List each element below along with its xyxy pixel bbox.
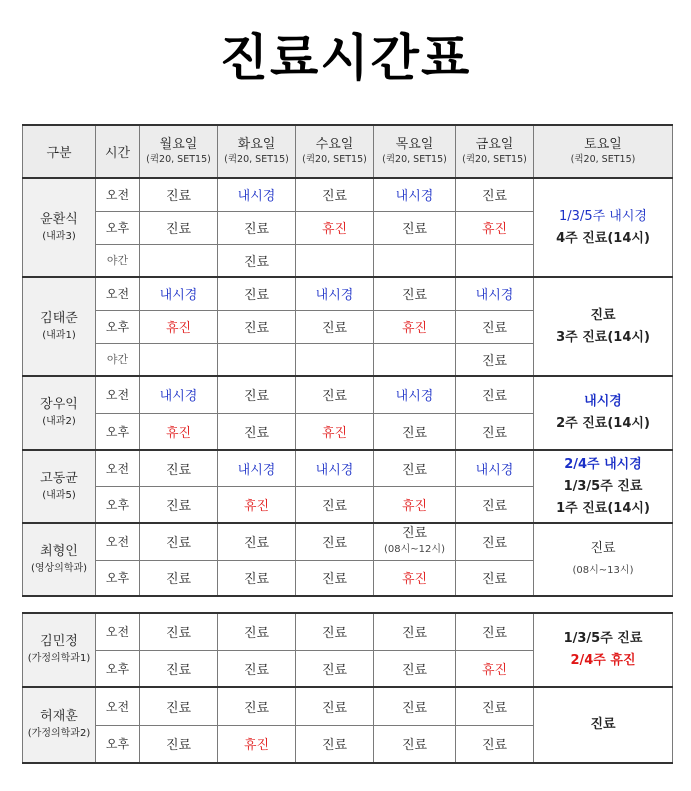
schedule-cell: 진료 [456,523,534,560]
schedule-cell: 진료 [296,725,374,763]
schedule-cell: 휴진 [140,310,218,343]
schedule-cell: 휴진 [374,560,456,596]
schedule-cell: 진료 [296,486,374,523]
page-title: 진료시간표 [219,29,472,87]
header-mon: 월요일 (퀵20, SET15) [140,125,218,178]
schedule-cell: 내시경 [456,450,534,486]
schedule-cell: 휴진 [218,725,296,763]
table-row [23,178,673,211]
schedule-cell: 진료 [218,211,296,244]
schedule-cell: 진료 [374,277,456,310]
schedule-cell: 진료 [140,560,218,596]
shift-label: 야간 [96,244,140,277]
saturday-cell: 진료 (08시~13시) [534,523,673,596]
table-row [23,687,673,725]
schedule-cell: 진료 [140,613,218,650]
schedule-cell [296,343,374,376]
schedule-cell [374,244,456,277]
header-sat: 토요일 (퀵20, SET15) [534,125,673,178]
schedule-cell [218,343,296,376]
header-thu: 목요일 (퀵20, SET15) [374,125,456,178]
saturday-cell: 진료 [534,687,673,763]
header-wed: 수요일 (퀵20, SET15) [296,125,374,178]
schedule-cell: 진료 [374,613,456,650]
schedule-cell: 진료 [140,725,218,763]
schedule-cell: 진료 [218,613,296,650]
shift-label: 오전 [96,178,140,211]
schedule-cell: 휴진 [374,310,456,343]
schedule-cell: 진료 [218,277,296,310]
doctor-cell: 허재훈 (가정의학과2) [23,687,96,763]
schedule-cell: 진료 [218,523,296,560]
schedule-cell: 진료 [140,178,218,211]
schedule-cell: 진료 [456,343,534,376]
schedule-cell: 진료 (08시~12시) [374,523,456,560]
shift-label: 오후 [96,310,140,343]
saturday-cell: 진료 3주 진료(14시) [534,277,673,376]
schedule-cell: 휴진 [374,486,456,523]
schedule-cell: 진료 [456,560,534,596]
schedule-cell: 진료 [296,178,374,211]
schedule-cell: 진료 [456,687,534,725]
shift-label: 오전 [96,613,140,650]
shift-label: 오후 [96,211,140,244]
schedule-cell: 내시경 [456,277,534,310]
header-time: 시간 [96,125,140,178]
schedule-cell: 진료 [456,613,534,650]
schedule-cell: 휴진 [140,413,218,450]
schedule-cell: 내시경 [218,450,296,486]
table-row [23,613,673,650]
header-fri: 금요일 (퀵20, SET15) [456,125,534,178]
shift-label: 오후 [96,725,140,763]
schedule-table [22,124,673,764]
doctor-cell: 김태준 (내과1) [23,277,96,376]
schedule-cell: 진료 [374,450,456,486]
schedule-cell: 진료 [218,687,296,725]
shift-label: 오전 [96,523,140,560]
schedule-cell: 진료 [296,376,374,413]
schedule-cell: 진료 [296,687,374,725]
schedule-cell: 진료 [296,613,374,650]
schedule-cell: 진료 [374,211,456,244]
schedule-cell: 휴진 [296,413,374,450]
shift-label: 오전 [96,277,140,310]
schedule-cell: 진료 [374,687,456,725]
schedule-cell [140,343,218,376]
section-divider [23,596,673,613]
schedule-cell: 진료 [218,560,296,596]
schedule-cell: 진료 [218,413,296,450]
schedule-cell: 진료 [374,725,456,763]
shift-label: 오후 [96,486,140,523]
schedule-cell: 진료 [296,650,374,687]
saturday-cell: 2/4주 내시경 1/3/5주 진료 1주 진료(14시) [534,450,673,523]
shift-label: 야간 [96,343,140,376]
schedule-cell: 진료 [296,523,374,560]
schedule-cell [374,343,456,376]
schedule-cell: 내시경 [374,178,456,211]
schedule-cell: 진료 [140,687,218,725]
schedule-cell: 진료 [456,413,534,450]
table-row [23,376,673,413]
shift-label: 오후 [96,413,140,450]
shift-label: 오전 [96,450,140,486]
doctor-cell: 장우익 (내과2) [23,376,96,450]
schedule-cell: 진료 [296,310,374,343]
schedule-cell [296,244,374,277]
schedule-cell: 진료 [140,450,218,486]
schedule-cell: 진료 [140,650,218,687]
schedule-cell: 진료 [456,310,534,343]
schedule-cell: 진료 [456,725,534,763]
schedule-cell: 진료 [456,178,534,211]
schedule-cell: 진료 [140,211,218,244]
schedule-cell: 진료 [456,486,534,523]
doctor-cell: 최형인 (영상의학과) [23,523,96,596]
schedule-cell: 휴진 [456,650,534,687]
schedule-cell: 진료 [218,376,296,413]
shift-label: 오전 [96,376,140,413]
saturday-cell: 1/3/5주 진료 2/4주 휴진 [534,613,673,687]
schedule-cell: 진료 [296,560,374,596]
saturday-cell: 1/3/5주 내시경 4주 진료(14시) [534,178,673,277]
doctor-cell: 고동균 (내과5) [23,450,96,523]
schedule-cell: 내시경 [374,376,456,413]
schedule-cell: 내시경 [296,277,374,310]
table-row [23,450,673,486]
schedule-cell: 진료 [374,650,456,687]
schedule-cell [456,244,534,277]
schedule-cell: 진료 [218,310,296,343]
doctor-cell: 윤환식 (내과3) [23,178,96,277]
schedule-cell: 진료 [374,413,456,450]
schedule-cell: 진료 [456,376,534,413]
schedule-cell: 내시경 [140,376,218,413]
shift-label: 오후 [96,650,140,687]
schedule-cell: 휴진 [456,211,534,244]
schedule-cell: 진료 [218,650,296,687]
table-row [23,277,673,310]
schedule-cell: 휴진 [296,211,374,244]
schedule-cell: 휴진 [218,486,296,523]
schedule-cell: 진료 [218,244,296,277]
schedule-cell: 내시경 [218,178,296,211]
section-gap [23,596,673,613]
table-row [23,523,673,560]
doctor-cell: 김민정 (가정의학과1) [23,613,96,687]
schedule-cell: 진료 [140,523,218,560]
shift-label: 오전 [96,687,140,725]
schedule-cell [140,244,218,277]
shift-label: 오후 [96,560,140,596]
header-tue: 화요일 (퀵20, SET15) [218,125,296,178]
saturday-cell: 내시경 2주 진료(14시) [534,376,673,450]
schedule-cell: 진료 [140,486,218,523]
schedule-cell: 내시경 [296,450,374,486]
schedule-cell: 내시경 [140,277,218,310]
header-division: 구분 [23,125,96,178]
header-row [23,125,673,178]
